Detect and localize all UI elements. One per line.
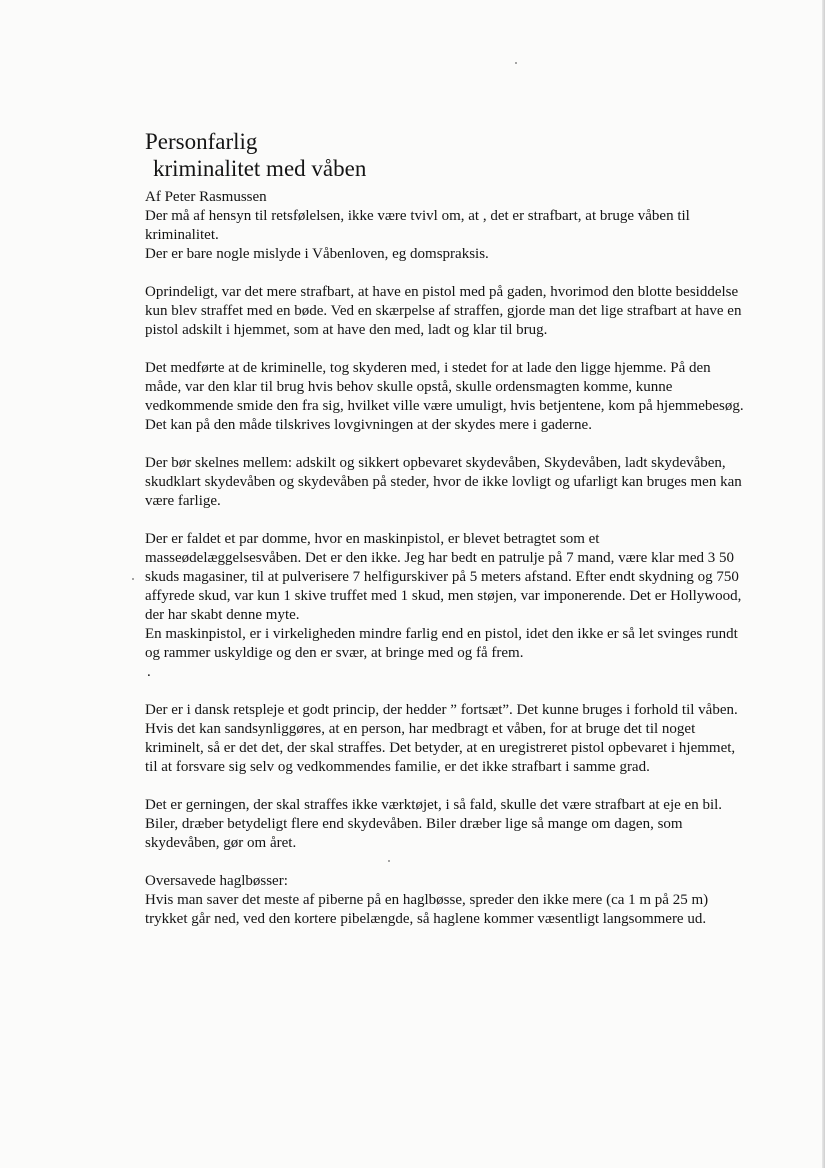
title-line-2: kriminalitet med våben [153,156,367,181]
paragraph-mislyde: Der er bare nogle mislyde i Våbenloven, eg domspraksis. [145,246,489,262]
paragraph-lovgivning: Det kan på den måde tilskrives lovgivningen at der skydes mere i gaderne. [145,417,592,433]
paragraph-sandsynliggoeres: Hvis det kan sandsynliggøres, at en person, har medbragt et våben, for at bruge det til noget kriminelt, så er det det, der skal straffes. Det betyder, at en uregistreret pistol opbevaret i hjemmet, til at forsvare sig selv og vedkommendes familie, er det ikke strafbart i samme grad. [145,721,736,775]
scan-speck [132,578,134,580]
title-line-1: Personfarlig [145,129,258,154]
paragraph-fortsaet: Der er i dansk retspleje et godt princip, der hedder ” fortsæt”. Det kunne bruges i forhold til våben. [145,702,738,718]
scan-speck [515,62,517,64]
stray-dot: . [147,664,151,680]
paragraph-skelnes: Der bør skelnes mellem: adskilt og sikkert opbevaret skydevåben, Skydevåben, ladt skydevåben, skudklart skydevåben og skydevåben på steder, hvor de ikke lovligt og ufarligt kan bruges men kan være farlige. [145,455,742,509]
paragraph-oprindeligt: Oprindeligt, var det mere strafbart, at have en pistol med på gaden, hvorimod den blotte besiddelse kun blev straffet med en bøde. Ved en skærpelse af straffen, gjorde man det lige strafbart at have en pistol adskilt i hjemmet, som at have den med, ladt og klar til brug. [145,284,742,338]
paragraph-intro: Der må af hensyn til retsfølelsen, ikke være tvivl om, at , det er strafbart, at bruge våben til kriminalitet. [145,208,690,243]
paragraph-gerningen: Det er gerningen, der skal straffes ikke værktøjet, i så fald, skulle det være strafbart at eje en bil. Biler, dræber betydeligt flere end skydevåben. Biler dræber lige så mange om dagen, som skydevåben, gør om året. [145,797,723,851]
byline: Af Peter Rasmussen [145,189,267,205]
subheading-haglboesser: Oversavede haglbøsser: [145,873,288,889]
paragraph-maskinpistol-domme: Der er faldet et par domme, hvor en maskinpistol, er blevet betragtet som et masseødelæggelsesvåben. Det er den ikke. Jeg har bedt en patrulje på 7 mand, være klar med 3 50 skuds magasiner, til at pulverisere 7 helfigurskiver på 5 meters afstand. Efter endt skydning og 750 affyrede skud, var kun 1 skive truffet med 1 skud, men støjen, var imponerende. Det er Hollywood, der har skabt denne myte. [145,531,742,623]
paragraph-maskinpistol-farlighed: En maskinpistol, er i virkeligheden mindre farlig end en pistol, idet den ikke er så let svinges rundt og rammer uskyldige og den er svær, at bringe med og få frem. [145,626,738,661]
paragraph-medfoerte: Det medførte at de kriminelle, tog skyderen med, i stedet for at lade den ligge hjemme. På den måde, var den klar til brug hvis behov skulle opstå, skulle ordensmagten komme, kunne vedkommende smide den fra sig, hvilket ville være umuligt, hvis betjentene, kom på hjemmebesøg. [145,360,744,414]
article-body [145,128,745,929]
paragraph-haglboesser: Hvis man saver det meste af piberne på en haglbøsse, spreder den ikke mere (ca 1 m på 25 m) trykket går ned, ved den kortere pibelængde, så haglene kommer væsentligt langsommere ud. [145,892,709,927]
